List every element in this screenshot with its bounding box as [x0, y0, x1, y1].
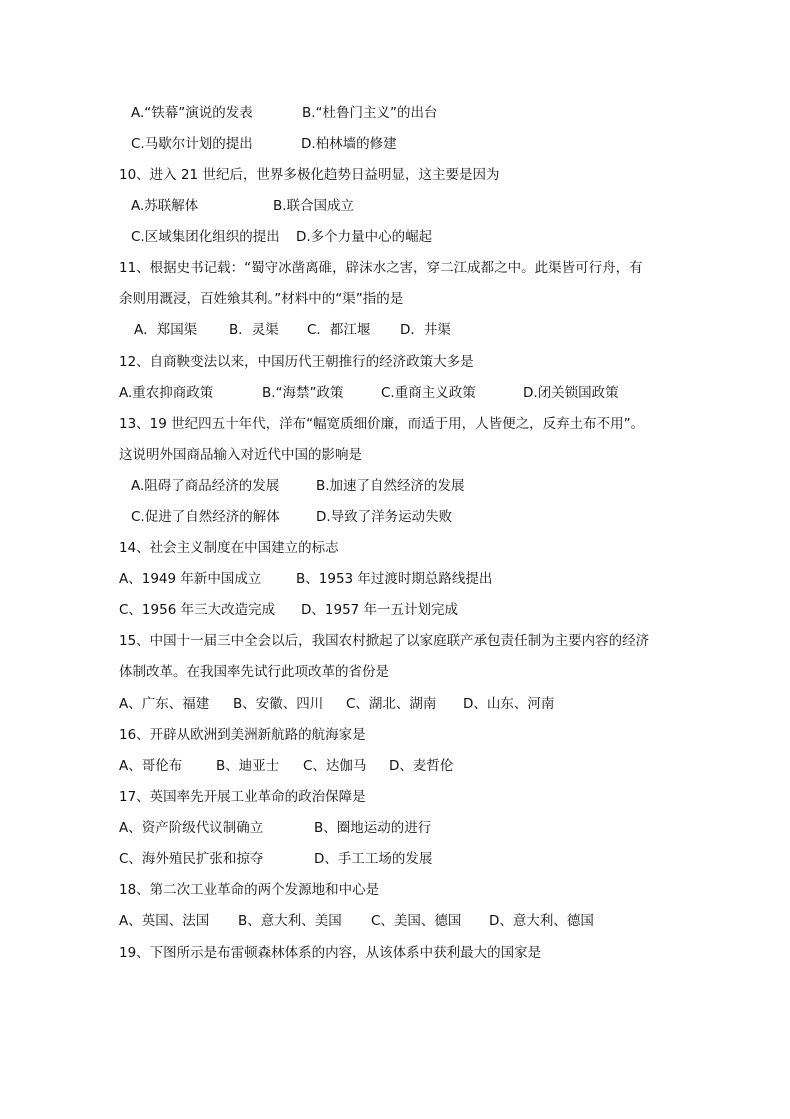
q13-option-a: A.阻碍了商品经济的发展: [131, 478, 280, 494]
q10-option-a: A.苏联解体: [131, 198, 199, 214]
q15-option-a: A、广东、福建: [119, 696, 210, 712]
q11-option-a: A．郑国渠: [134, 322, 198, 338]
q10-option-d: D.多个力量中心的崛起: [296, 229, 433, 245]
q15-option-b: B、安徽、四川: [233, 696, 324, 712]
question-11-continued: 余则用溉浸，百姓飨其利。”材料中的“渠”指的是: [119, 291, 404, 307]
q14-option-d: D、1957 年一五计划完成: [301, 602, 459, 618]
q13-option-d: D.导致了洋务运动失败: [316, 509, 453, 525]
question-17: 17、英国率先开展工业革命的政治保障是: [119, 789, 366, 805]
q9-option-c: C.马歇尔计划的提出: [131, 136, 253, 152]
q13-option-b: B.加速了自然经济的发展: [316, 478, 465, 494]
question-16: 16、开辟从欧洲到美洲新航路的航海家是: [119, 727, 366, 743]
q12-option-b: B.“海禁”政策: [262, 385, 344, 401]
q14-option-a: A、1949 年新中国成立: [119, 571, 262, 587]
q11-option-d: D．井渠: [400, 322, 451, 338]
q17-option-a: A、资产阶级代议制确立: [119, 820, 264, 836]
q17-option-b: B、圈地运动的进行: [314, 820, 432, 836]
q10-option-c: C.区域集团化组织的提出: [131, 229, 280, 245]
q18-option-b: B、意大利、美国: [238, 913, 342, 929]
q16-option-c: C、达伽马: [303, 758, 367, 774]
q17-option-d: D、手工工场的发展: [314, 851, 433, 867]
q18-option-a: A、英国、法国: [119, 913, 210, 929]
q12-option-c: C.重商主义政策: [381, 385, 476, 401]
q16-option-a: A、哥伦布: [119, 758, 183, 774]
question-12: 12、自商鞅变法以来，中国历代王朝推行的经济政策大多是: [119, 354, 474, 370]
q16-option-d: D、麦哲伦: [389, 758, 454, 774]
q18-option-c: C、美国、德国: [371, 913, 462, 929]
question-13: 13、19 世纪四五十年代，洋布“幅宽质细价廉，而适于用，人皆便之，反弃土布不用”。: [119, 416, 645, 432]
q12-option-d: D.闭关锁国政策: [523, 385, 619, 401]
question-13-continued: 这说明外国商品输入对近代中国的影响是: [119, 447, 362, 463]
q9-option-a: A.“铁幕”演说的发表: [131, 105, 253, 121]
q12-option-a: A.重农抑商政策: [119, 385, 214, 401]
q18-option-d: D、意大利、德国: [489, 913, 594, 929]
q14-option-b: B、1953 年过渡时期总路线提出: [296, 571, 493, 587]
q16-option-b: B、迪亚士: [216, 758, 280, 774]
q15-option-d: D、山东、河南: [463, 696, 555, 712]
q17-option-c: C、海外殖民扩张和掠夺: [119, 851, 264, 867]
question-15: 15、中国十一届三中全会以后，我国农村掀起了以家庭联产承包责任制为主要内容的经济: [119, 633, 650, 649]
question-11: 11、根据史书记载：“蜀守冰凿离碓，辟沫水之害，穿二江成都之中。此渠皆可行舟，有: [119, 260, 643, 276]
q10-option-b: B.联合国成立: [273, 198, 355, 214]
q9-option-d: D.柏林墙的修建: [301, 136, 397, 152]
question-14: 14、社会主义制度在中国建立的标志: [119, 540, 339, 556]
q14-option-c: C、1956 年三大改造完成: [119, 602, 276, 618]
question-18: 18、第二次工业革命的两个发源地和中心是: [119, 882, 380, 898]
question-15-continued: 体制改革。在我国率先试行此项改革的省份是: [119, 664, 389, 680]
q11-option-c: C．都江堰: [307, 322, 371, 338]
q11-option-b: B．灵渠: [229, 322, 279, 338]
q15-option-c: C、湖北、湖南: [346, 696, 437, 712]
q9-option-b: B.“杜鲁门主义”的出台: [302, 105, 438, 121]
question-10: 10、进入 21 世纪后，世界多极化趋势日益明显，这主要是因为: [119, 167, 500, 183]
q13-option-c: C.促进了自然经济的解体: [131, 509, 280, 525]
question-19: 19、下图所示是布雷顿森林体系的内容，从该体系中获利最大的国家是: [119, 945, 542, 961]
